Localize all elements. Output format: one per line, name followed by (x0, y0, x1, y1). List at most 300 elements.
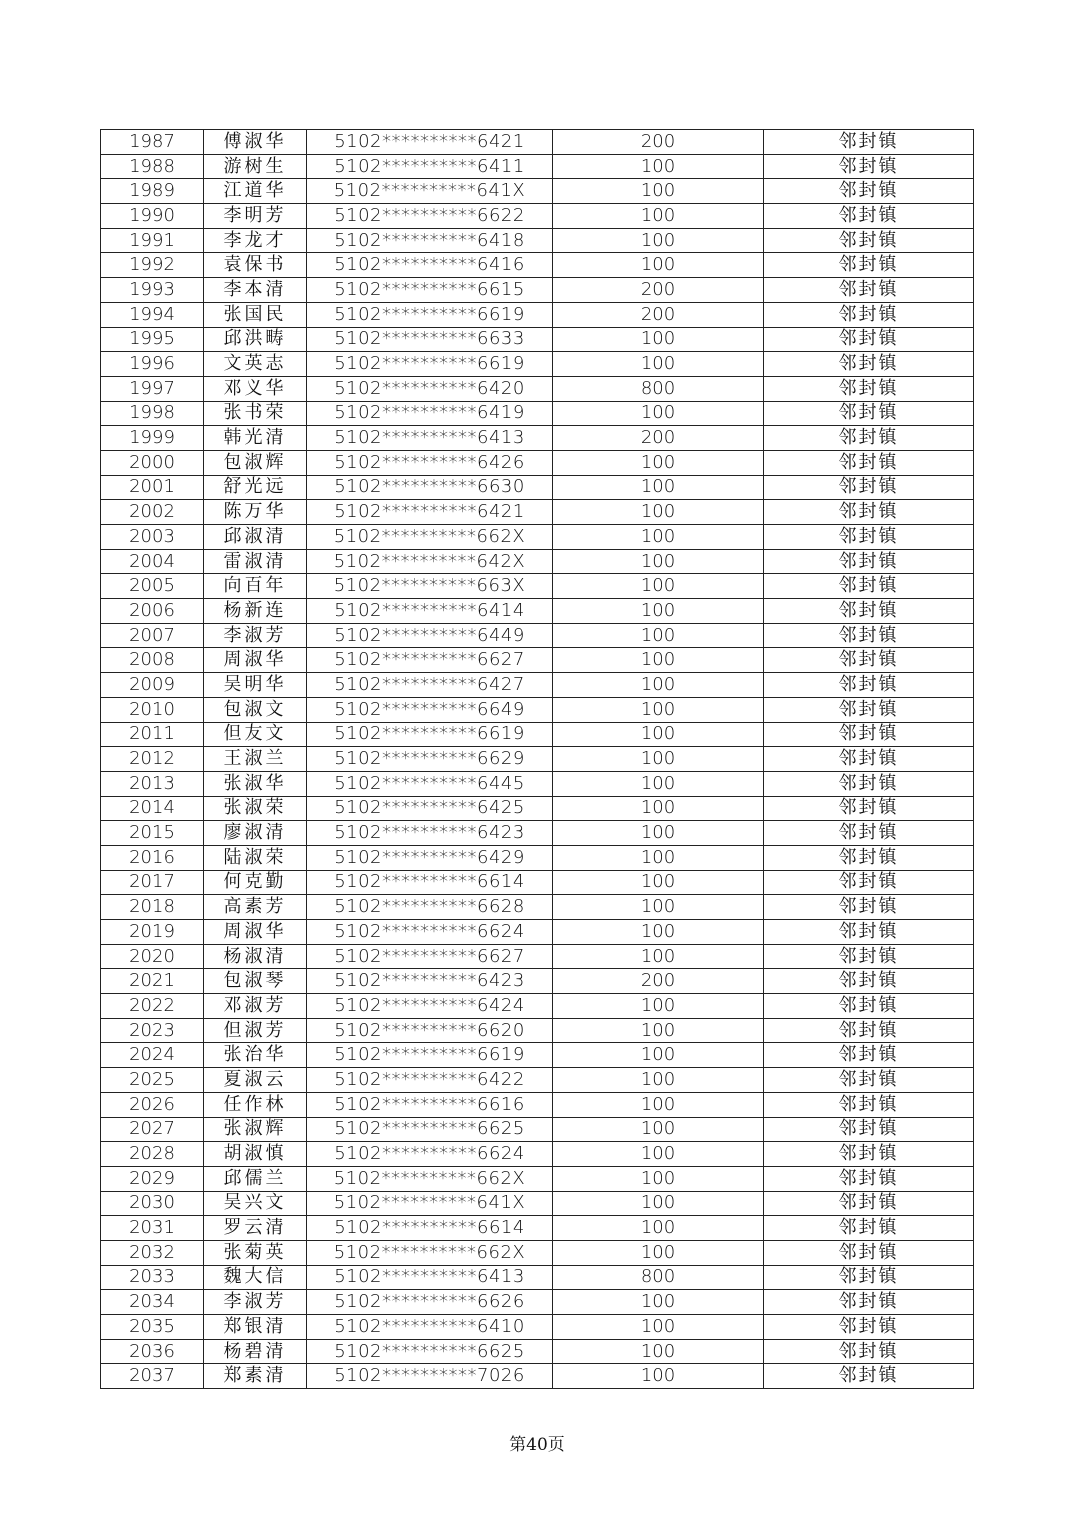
id-number-cell: 5102**********6616 (307, 1092, 553, 1117)
id-number-cell: 5102**********6619 (307, 352, 553, 377)
id-number-cell: 5102**********7026 (307, 1364, 553, 1389)
row-number-cell: 1993 (101, 278, 204, 303)
town-cell: 邻封镇 (764, 500, 974, 525)
name-cell: 胡淑慎 (204, 1142, 307, 1167)
table-row (101, 648, 974, 673)
amount-cell: 100 (553, 450, 764, 475)
table-row (101, 130, 974, 155)
table-row (101, 1068, 974, 1093)
table-row (101, 1142, 974, 1167)
id-number-cell: 5102**********6421 (307, 130, 553, 155)
row-number-cell: 2000 (101, 450, 204, 475)
town-cell: 邻封镇 (764, 1265, 974, 1290)
town-cell: 邻封镇 (764, 154, 974, 179)
table-row (101, 154, 974, 179)
name-cell: 邱洪畴 (204, 327, 307, 352)
id-number-cell: 5102**********6423 (307, 821, 553, 846)
id-number-cell: 5102**********662X (307, 1240, 553, 1265)
name-cell: 游树生 (204, 154, 307, 179)
row-number-cell: 2033 (101, 1265, 204, 1290)
name-cell: 包淑文 (204, 697, 307, 722)
row-number-cell: 2003 (101, 525, 204, 550)
town-cell: 邻封镇 (764, 1092, 974, 1117)
row-number-cell: 2001 (101, 475, 204, 500)
table-row (101, 253, 974, 278)
id-number-cell: 5102**********6423 (307, 969, 553, 994)
town-cell: 邻封镇 (764, 845, 974, 870)
row-number-cell: 2007 (101, 623, 204, 648)
table-row (101, 845, 974, 870)
town-cell: 邻封镇 (764, 475, 974, 500)
town-cell: 邻封镇 (764, 1142, 974, 1167)
id-number-cell: 5102**********6624 (307, 1142, 553, 1167)
row-number-cell: 1999 (101, 426, 204, 451)
row-number-cell: 2024 (101, 1043, 204, 1068)
town-cell: 邻封镇 (764, 796, 974, 821)
table-row (101, 376, 974, 401)
table-row (101, 1240, 974, 1265)
table-row (101, 1191, 974, 1216)
amount-cell: 100 (553, 747, 764, 772)
row-number-cell: 2018 (101, 895, 204, 920)
id-number-cell: 5102**********6419 (307, 401, 553, 426)
id-number-cell: 5102**********662X (307, 525, 553, 550)
row-number-cell: 2030 (101, 1191, 204, 1216)
town-cell: 邻封镇 (764, 130, 974, 155)
table-row (101, 796, 974, 821)
id-number-cell: 5102**********6628 (307, 895, 553, 920)
town-cell: 邻封镇 (764, 1364, 974, 1389)
amount-cell: 100 (553, 327, 764, 352)
amount-cell: 100 (553, 697, 764, 722)
amount-cell: 100 (553, 944, 764, 969)
id-number-cell: 5102**********6622 (307, 204, 553, 229)
table-row (101, 1117, 974, 1142)
name-cell: 傅淑华 (204, 130, 307, 155)
amount-cell: 100 (553, 1240, 764, 1265)
amount-cell: 100 (553, 1364, 764, 1389)
name-cell: 任作林 (204, 1092, 307, 1117)
table-row (101, 623, 974, 648)
row-number-cell: 2015 (101, 821, 204, 846)
name-cell: 张菊英 (204, 1240, 307, 1265)
id-number-cell: 5102**********6619 (307, 1043, 553, 1068)
town-cell: 邻封镇 (764, 1315, 974, 1340)
table-row (101, 179, 974, 204)
table-row (101, 673, 974, 698)
amount-cell: 100 (553, 870, 764, 895)
id-number-cell: 5102**********6627 (307, 944, 553, 969)
row-number-cell: 2008 (101, 648, 204, 673)
name-cell: 李本清 (204, 278, 307, 303)
table-row (101, 1290, 974, 1315)
amount-cell: 100 (553, 1216, 764, 1241)
table-row (101, 426, 974, 451)
id-number-cell: 5102**********6445 (307, 771, 553, 796)
amount-cell: 100 (553, 1068, 764, 1093)
id-number-cell: 5102**********641X (307, 179, 553, 204)
id-number-cell: 5102**********6614 (307, 870, 553, 895)
id-number-cell: 5102**********6410 (307, 1315, 553, 1340)
amount-cell: 200 (553, 426, 764, 451)
town-cell: 邻封镇 (764, 648, 974, 673)
town-cell: 邻封镇 (764, 1043, 974, 1068)
town-cell: 邻封镇 (764, 302, 974, 327)
name-cell: 陆淑荣 (204, 845, 307, 870)
name-cell: 邓淑芳 (204, 994, 307, 1019)
amount-cell: 100 (553, 722, 764, 747)
town-cell: 邻封镇 (764, 673, 974, 698)
page-number: 第40页 (509, 1435, 565, 1455)
town-cell: 邻封镇 (764, 920, 974, 945)
table-row (101, 1018, 974, 1043)
town-cell: 邻封镇 (764, 1117, 974, 1142)
row-number-cell: 1987 (101, 130, 204, 155)
amount-cell: 100 (553, 771, 764, 796)
table-row (101, 500, 974, 525)
row-number-cell: 2036 (101, 1339, 204, 1364)
amount-cell: 100 (553, 1315, 764, 1340)
town-cell: 邻封镇 (764, 697, 974, 722)
table-row (101, 302, 974, 327)
town-cell: 邻封镇 (764, 870, 974, 895)
town-cell: 邻封镇 (764, 352, 974, 377)
name-cell: 杨淑清 (204, 944, 307, 969)
table-row (101, 278, 974, 303)
table-row (101, 1043, 974, 1068)
town-cell: 邻封镇 (764, 204, 974, 229)
amount-cell: 100 (553, 1018, 764, 1043)
table-row (101, 450, 974, 475)
name-cell: 包淑辉 (204, 450, 307, 475)
id-number-cell: 5102**********6413 (307, 426, 553, 451)
amount-cell: 100 (553, 549, 764, 574)
row-number-cell: 1988 (101, 154, 204, 179)
row-number-cell: 1991 (101, 228, 204, 253)
id-number-cell: 5102**********6429 (307, 845, 553, 870)
town-cell: 邻封镇 (764, 1216, 974, 1241)
table-row (101, 525, 974, 550)
table-row (101, 549, 974, 574)
amount-cell: 100 (553, 1043, 764, 1068)
row-number-cell: 1998 (101, 401, 204, 426)
table-row (101, 969, 974, 994)
town-cell: 邻封镇 (764, 1166, 974, 1191)
name-cell: 向百年 (204, 574, 307, 599)
town-cell: 邻封镇 (764, 944, 974, 969)
row-number-cell: 2029 (101, 1166, 204, 1191)
table-row (101, 228, 974, 253)
amount-cell: 100 (553, 228, 764, 253)
id-number-cell: 5102**********6619 (307, 302, 553, 327)
amount-cell: 800 (553, 376, 764, 401)
amount-cell: 100 (553, 1142, 764, 1167)
amount-cell: 100 (553, 401, 764, 426)
town-cell: 邻封镇 (764, 401, 974, 426)
name-cell: 陈万华 (204, 500, 307, 525)
records-table (100, 129, 974, 1389)
town-cell: 邻封镇 (764, 1339, 974, 1364)
id-number-cell: 5102**********662X (307, 1166, 553, 1191)
amount-cell: 100 (553, 845, 764, 870)
table-row (101, 994, 974, 1019)
id-number-cell: 5102**********6625 (307, 1117, 553, 1142)
town-cell: 邻封镇 (764, 253, 974, 278)
row-number-cell: 1992 (101, 253, 204, 278)
row-number-cell: 2037 (101, 1364, 204, 1389)
id-number-cell: 5102**********6619 (307, 722, 553, 747)
table-row (101, 1315, 974, 1340)
amount-cell: 100 (553, 796, 764, 821)
town-cell: 邻封镇 (764, 376, 974, 401)
table-row (101, 944, 974, 969)
row-number-cell: 2016 (101, 845, 204, 870)
name-cell: 邱儒兰 (204, 1166, 307, 1191)
id-number-cell: 5102**********6421 (307, 500, 553, 525)
id-number-cell: 5102**********6625 (307, 1339, 553, 1364)
town-cell: 邻封镇 (764, 1018, 974, 1043)
row-number-cell: 2028 (101, 1142, 204, 1167)
id-number-cell: 5102**********642X (307, 549, 553, 574)
town-cell: 邻封镇 (764, 327, 974, 352)
amount-cell: 100 (553, 920, 764, 945)
table-row (101, 1092, 974, 1117)
name-cell: 张国民 (204, 302, 307, 327)
name-cell: 邓义华 (204, 376, 307, 401)
id-number-cell: 5102**********6427 (307, 673, 553, 698)
name-cell: 罗云清 (204, 1216, 307, 1241)
amount-cell: 100 (553, 475, 764, 500)
amount-cell: 100 (553, 154, 764, 179)
amount-cell: 100 (553, 500, 764, 525)
amount-cell: 100 (553, 204, 764, 229)
id-number-cell: 5102**********663X (307, 574, 553, 599)
id-number-cell: 5102**********6420 (307, 376, 553, 401)
name-cell: 张书荣 (204, 401, 307, 426)
amount-cell: 200 (553, 130, 764, 155)
table-row (101, 327, 974, 352)
table-row (101, 920, 974, 945)
id-number-cell: 5102**********6413 (307, 1265, 553, 1290)
amount-cell: 100 (553, 179, 764, 204)
name-cell: 魏大信 (204, 1265, 307, 1290)
town-cell: 邻封镇 (764, 1290, 974, 1315)
amount-cell: 100 (553, 673, 764, 698)
name-cell: 杨新连 (204, 599, 307, 624)
id-number-cell: 5102**********6629 (307, 747, 553, 772)
row-number-cell: 2013 (101, 771, 204, 796)
row-number-cell: 2017 (101, 870, 204, 895)
amount-cell: 100 (553, 599, 764, 624)
town-cell: 邻封镇 (764, 549, 974, 574)
amount-cell: 100 (553, 525, 764, 550)
name-cell: 吴明华 (204, 673, 307, 698)
name-cell: 何克勤 (204, 870, 307, 895)
name-cell: 但淑芳 (204, 1018, 307, 1043)
row-number-cell: 2002 (101, 500, 204, 525)
row-number-cell: 2035 (101, 1315, 204, 1340)
town-cell: 邻封镇 (764, 426, 974, 451)
id-number-cell: 5102**********6627 (307, 648, 553, 673)
row-number-cell: 2023 (101, 1018, 204, 1043)
name-cell: 周淑华 (204, 920, 307, 945)
row-number-cell: 2020 (101, 944, 204, 969)
id-number-cell: 5102**********6449 (307, 623, 553, 648)
id-number-cell: 5102**********6424 (307, 994, 553, 1019)
amount-cell: 800 (553, 1265, 764, 1290)
name-cell: 舒光远 (204, 475, 307, 500)
table-row (101, 1265, 974, 1290)
table-row (101, 401, 974, 426)
table-row (101, 1216, 974, 1241)
row-number-cell: 2004 (101, 549, 204, 574)
row-number-cell: 1990 (101, 204, 204, 229)
name-cell: 郑银清 (204, 1315, 307, 1340)
amount-cell: 200 (553, 302, 764, 327)
table-row (101, 599, 974, 624)
amount-cell: 100 (553, 648, 764, 673)
town-cell: 邻封镇 (764, 599, 974, 624)
row-number-cell: 2019 (101, 920, 204, 945)
name-cell: 张淑辉 (204, 1117, 307, 1142)
id-number-cell: 5102**********6649 (307, 697, 553, 722)
table-row (101, 821, 974, 846)
town-cell: 邻封镇 (764, 525, 974, 550)
town-cell: 邻封镇 (764, 623, 974, 648)
town-cell: 邻封镇 (764, 722, 974, 747)
row-number-cell: 1997 (101, 376, 204, 401)
row-number-cell: 1989 (101, 179, 204, 204)
row-number-cell: 1994 (101, 302, 204, 327)
town-cell: 邻封镇 (764, 278, 974, 303)
table-row (101, 1339, 974, 1364)
amount-cell: 100 (553, 1191, 764, 1216)
id-number-cell: 5102**********6633 (307, 327, 553, 352)
amount-cell: 100 (553, 352, 764, 377)
row-number-cell: 2025 (101, 1068, 204, 1093)
amount-cell: 100 (553, 1092, 764, 1117)
town-cell: 邻封镇 (764, 771, 974, 796)
name-cell: 夏淑云 (204, 1068, 307, 1093)
id-number-cell: 5102**********6630 (307, 475, 553, 500)
amount-cell: 200 (553, 278, 764, 303)
name-cell: 袁保书 (204, 253, 307, 278)
table-row (101, 771, 974, 796)
name-cell: 文英志 (204, 352, 307, 377)
row-number-cell: 2027 (101, 1117, 204, 1142)
row-number-cell: 2010 (101, 697, 204, 722)
amount-cell: 100 (553, 821, 764, 846)
name-cell: 李淑芳 (204, 623, 307, 648)
id-number-cell: 5102**********6624 (307, 920, 553, 945)
id-number-cell: 5102**********6418 (307, 228, 553, 253)
name-cell: 但友文 (204, 722, 307, 747)
id-number-cell: 5102**********6426 (307, 450, 553, 475)
amount-cell: 100 (553, 895, 764, 920)
amount-cell: 100 (553, 1339, 764, 1364)
table-row (101, 1364, 974, 1389)
town-cell: 邻封镇 (764, 895, 974, 920)
town-cell: 邻封镇 (764, 821, 974, 846)
name-cell: 韩光清 (204, 426, 307, 451)
row-number-cell: 2005 (101, 574, 204, 599)
town-cell: 邻封镇 (764, 179, 974, 204)
id-number-cell: 5102**********6414 (307, 599, 553, 624)
town-cell: 邻封镇 (764, 1240, 974, 1265)
town-cell: 邻封镇 (764, 994, 974, 1019)
name-cell: 李明芳 (204, 204, 307, 229)
row-number-cell: 2031 (101, 1216, 204, 1241)
records-table-body (101, 130, 974, 1389)
name-cell: 江道华 (204, 179, 307, 204)
town-cell: 邻封镇 (764, 228, 974, 253)
table-row (101, 204, 974, 229)
id-number-cell: 5102**********6422 (307, 1068, 553, 1093)
amount-cell: 100 (553, 253, 764, 278)
amount-cell: 100 (553, 1290, 764, 1315)
row-number-cell: 2012 (101, 747, 204, 772)
row-number-cell: 2026 (101, 1092, 204, 1117)
row-number-cell: 2034 (101, 1290, 204, 1315)
id-number-cell: 5102**********6615 (307, 278, 553, 303)
name-cell: 张治华 (204, 1043, 307, 1068)
row-number-cell: 2009 (101, 673, 204, 698)
id-number-cell: 5102**********6626 (307, 1290, 553, 1315)
name-cell: 李淑芳 (204, 1290, 307, 1315)
table-row (101, 697, 974, 722)
id-number-cell: 5102**********6620 (307, 1018, 553, 1043)
name-cell: 邱淑清 (204, 525, 307, 550)
row-number-cell: 1996 (101, 352, 204, 377)
amount-cell: 100 (553, 574, 764, 599)
name-cell: 郑素清 (204, 1364, 307, 1389)
table-row (101, 747, 974, 772)
amount-cell: 100 (553, 1166, 764, 1191)
row-number-cell: 2006 (101, 599, 204, 624)
row-number-cell: 2032 (101, 1240, 204, 1265)
row-number-cell: 2022 (101, 994, 204, 1019)
row-number-cell: 2011 (101, 722, 204, 747)
name-cell: 张淑华 (204, 771, 307, 796)
amount-cell: 100 (553, 623, 764, 648)
table-row (101, 895, 974, 920)
id-number-cell: 5102**********6614 (307, 1216, 553, 1241)
name-cell: 吴兴文 (204, 1191, 307, 1216)
id-number-cell: 5102**********641X (307, 1191, 553, 1216)
row-number-cell: 1995 (101, 327, 204, 352)
id-number-cell: 5102**********6425 (307, 796, 553, 821)
table-row (101, 1166, 974, 1191)
name-cell: 廖淑清 (204, 821, 307, 846)
name-cell: 雷淑清 (204, 549, 307, 574)
town-cell: 邻封镇 (764, 1191, 974, 1216)
name-cell: 杨碧清 (204, 1339, 307, 1364)
amount-cell: 100 (553, 1117, 764, 1142)
name-cell: 周淑华 (204, 648, 307, 673)
table-row (101, 870, 974, 895)
name-cell: 高素芳 (204, 895, 307, 920)
name-cell: 王淑兰 (204, 747, 307, 772)
row-number-cell: 2021 (101, 969, 204, 994)
id-number-cell: 5102**********6411 (307, 154, 553, 179)
name-cell: 包淑琴 (204, 969, 307, 994)
amount-cell: 100 (553, 994, 764, 1019)
row-number-cell: 2014 (101, 796, 204, 821)
name-cell: 李龙才 (204, 228, 307, 253)
id-number-cell: 5102**********6416 (307, 253, 553, 278)
table-row (101, 574, 974, 599)
name-cell: 张淑荣 (204, 796, 307, 821)
